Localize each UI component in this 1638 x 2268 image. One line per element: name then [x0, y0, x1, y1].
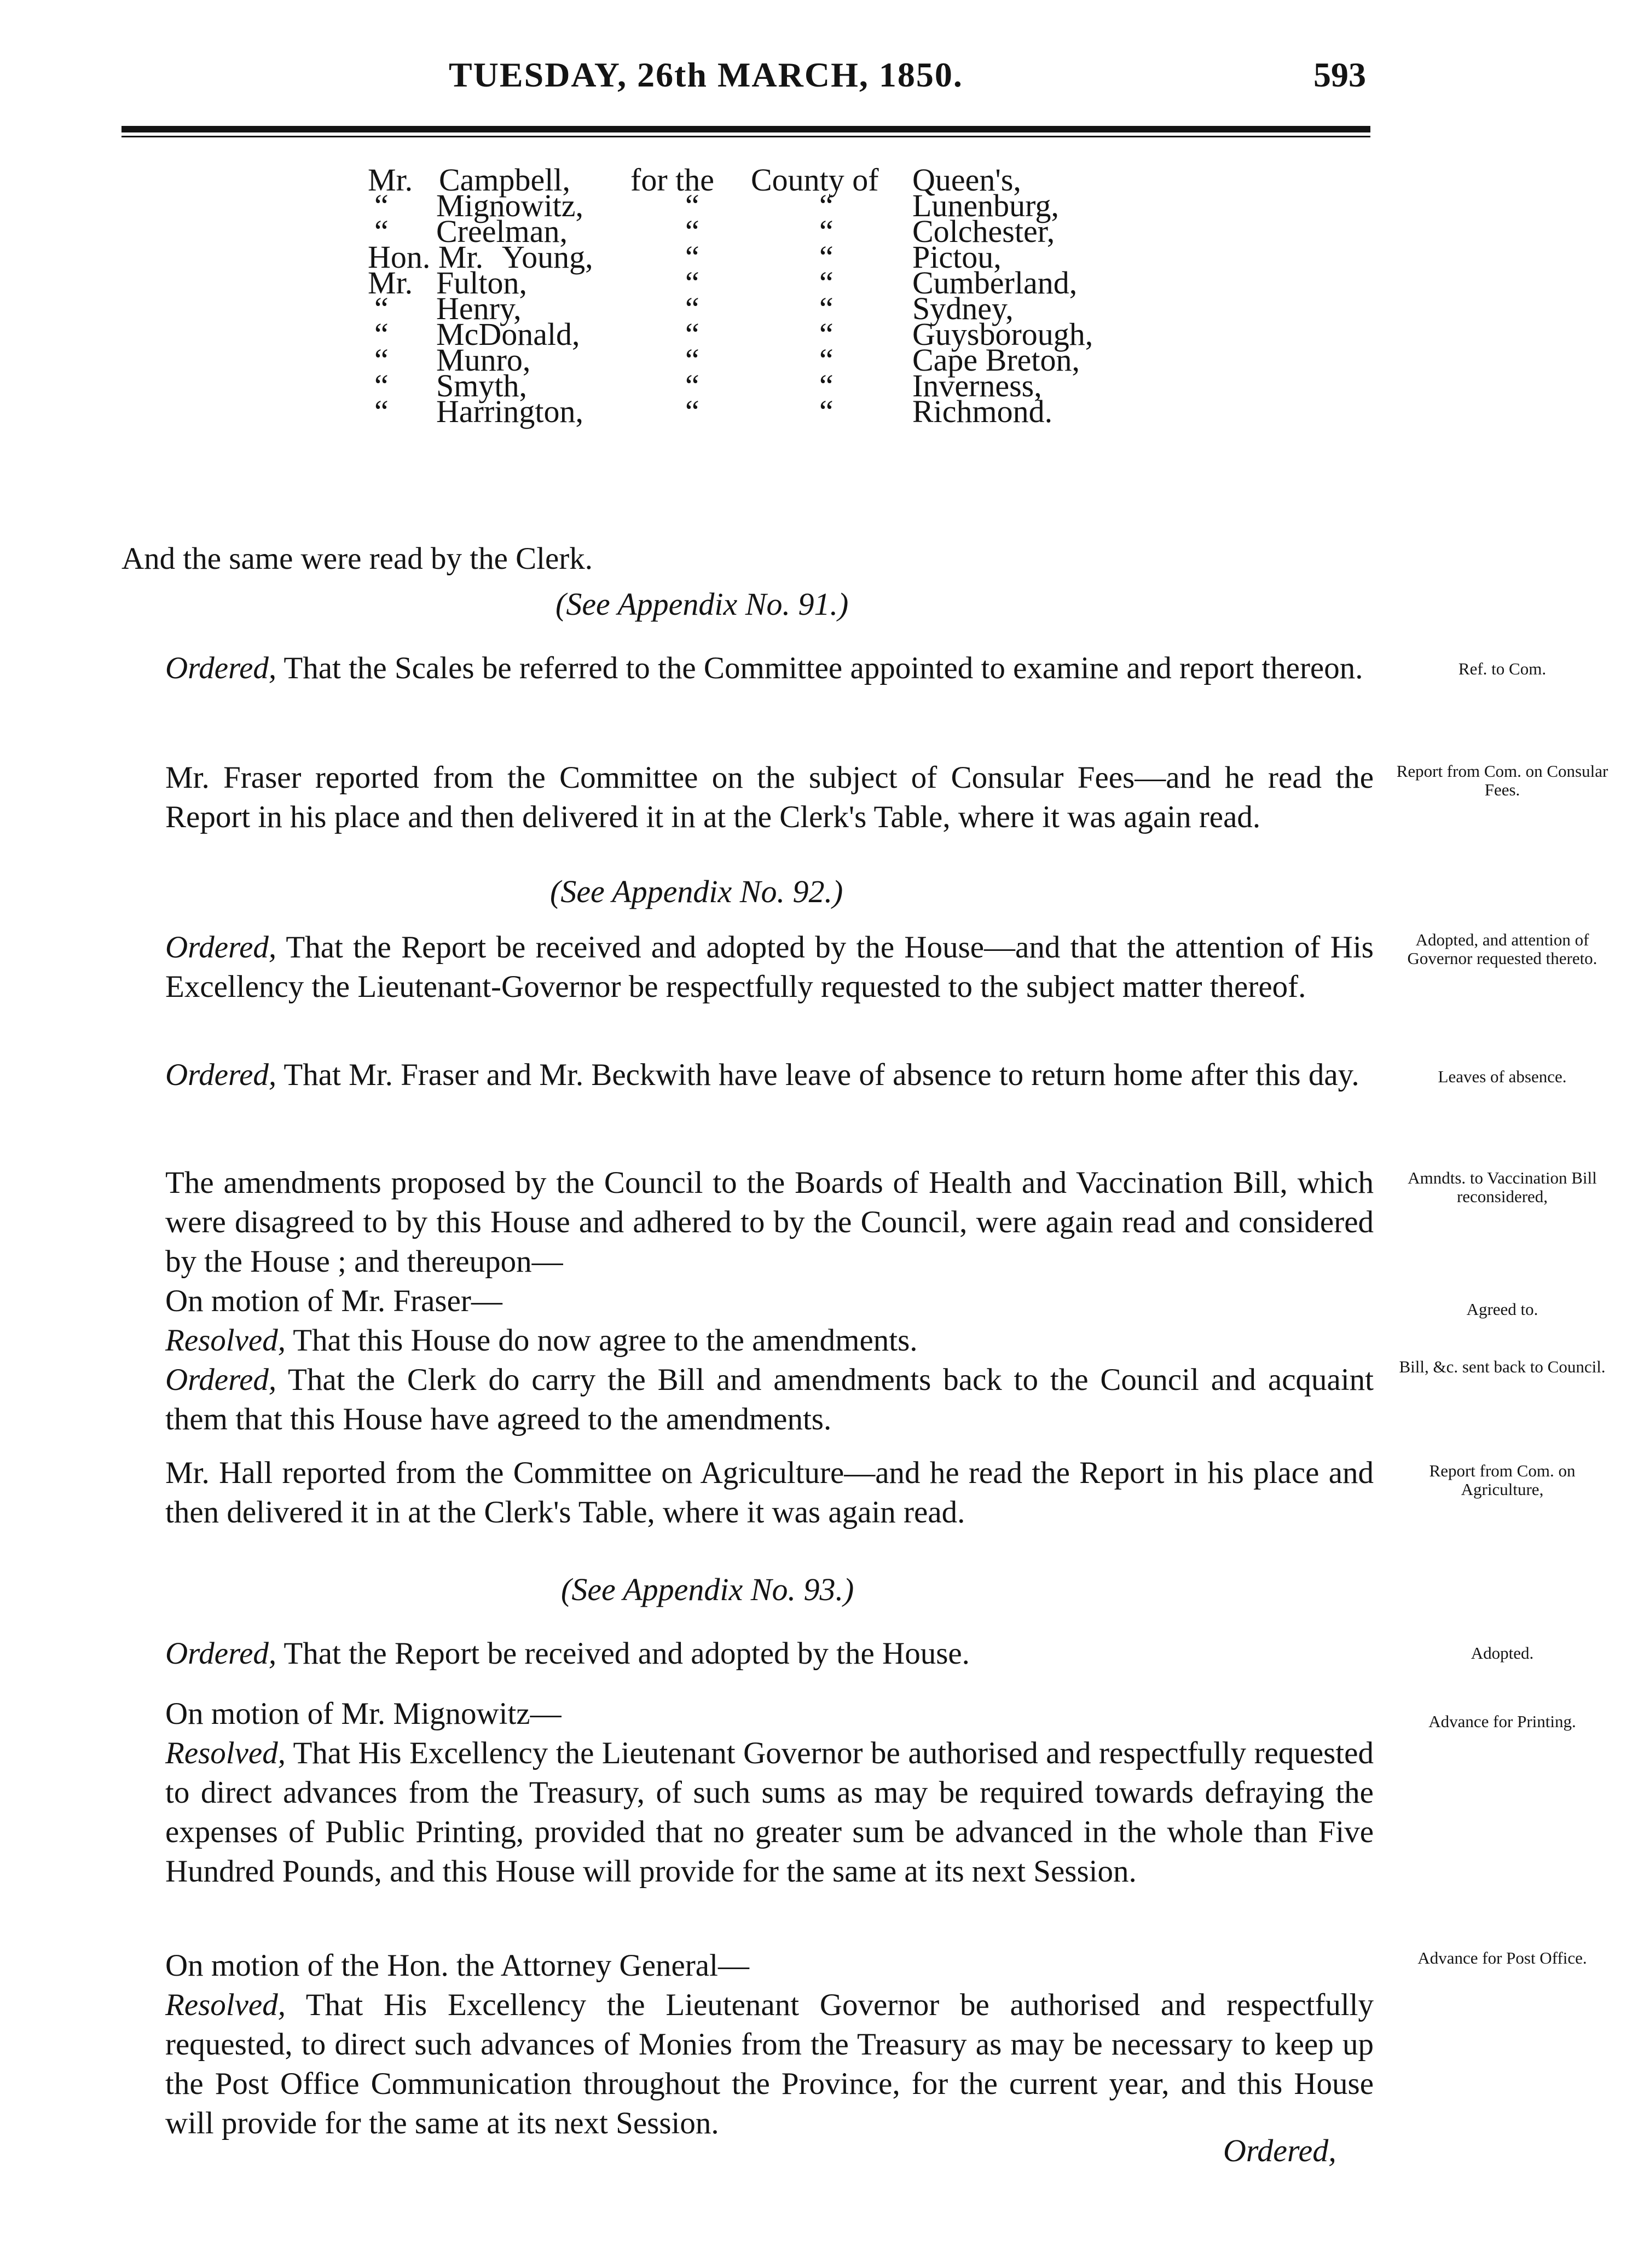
lead-word: Resolved, [165, 1988, 286, 2022]
lead-word: Resolved, [165, 1736, 286, 1770]
members-list [121, 162, 1370, 429]
member-name: Smyth, [436, 368, 527, 403]
member-prefix: “ [374, 188, 389, 223]
paragraph-text: That Mr. Fraser and Mr. Beckwith have leave of absence to return home after this day. [276, 1058, 1359, 1092]
member-name: Creelman, [436, 213, 568, 249]
member-prefix: Mr. [368, 162, 413, 198]
paragraph-text: Mr. Hall reported from the Committee on Agriculture—and he read the Report in his place and then delivered it in at the Clerk's Table, where it was again read. [165, 1456, 1374, 1530]
ditto-mark: “ [685, 239, 699, 275]
ditto-mark: “ [819, 368, 834, 403]
member-place: Queen's, [912, 162, 1021, 198]
member-prefix: “ [374, 394, 389, 429]
member-place: Cape Breton, [912, 342, 1080, 378]
members-note: And the same were read by the Clerk. [121, 541, 593, 576]
page-header [0, 55, 1638, 115]
margin-note: Ref. to Com. [1458, 659, 1547, 678]
margin-note: Adopted, and attention of Governor requested thereto. [1407, 930, 1598, 968]
margin-note: Report from Com. on Agriculture, [1429, 1461, 1576, 1499]
member-place: Cumberland, [912, 265, 1078, 301]
header-rule [121, 126, 1370, 132]
member-place: Guysborough, [912, 316, 1093, 352]
motion-line: On motion of Mr. Mignowitz— [165, 1696, 562, 1731]
ditto-mark: “ [685, 188, 699, 223]
margin-note: Advance for Printing. [1428, 1712, 1576, 1731]
ditto-mark: “ [819, 239, 834, 275]
member-place: Inverness, [912, 368, 1042, 403]
motion-line: On motion of the Hon. the Attorney General— [165, 1948, 749, 1983]
member-name: Young, [502, 239, 593, 275]
appendix-ref-92: (See Appendix No. 92.) [550, 874, 843, 909]
ditto-mark: “ [819, 316, 834, 352]
member-place: Colchester, [912, 213, 1055, 249]
header-rule-thin [121, 136, 1370, 137]
ditto-mark: “ [819, 394, 834, 429]
member-prefix: “ [374, 213, 389, 249]
paragraph-consular [121, 758, 1374, 837]
lead-word: Ordered, [165, 651, 277, 685]
member-row [121, 394, 1370, 429]
paragraph-amendments [121, 1163, 1374, 1439]
member-name: Mignowitz, [436, 188, 584, 223]
paragraph-text: That the Clerk do carry the Bill and amendments back to the Council and acquaint them that this House have agreed to the amendments. [165, 1363, 1374, 1436]
paragraph-scales [121, 649, 1374, 688]
margin-note: Advance for Post Office. [1417, 1948, 1587, 1967]
appendix-ref-93: (See Appendix No. 93.) [561, 1572, 854, 1607]
member-place: Richmond. [912, 394, 1053, 429]
margin-note: Amndts. to Vaccination Bill reconsidered, [1408, 1168, 1597, 1206]
ditto-mark: “ [685, 368, 699, 403]
member-name: Munro, [436, 342, 531, 378]
margin-note: Bill, &c. sent back to Council. [1399, 1357, 1606, 1376]
member-for: for the [630, 162, 714, 198]
ditto-mark: “ [685, 213, 699, 249]
member-row [121, 316, 1370, 352]
member-county-word: County of [751, 162, 879, 198]
member-prefix: “ [374, 316, 389, 352]
member-name: Henry, [436, 291, 522, 326]
margin-note: Leaves of absence. [1438, 1067, 1567, 1086]
member-row [121, 265, 1370, 301]
lead-word: Ordered, [165, 1636, 277, 1671]
member-prefix: “ [374, 291, 389, 326]
member-row [121, 368, 1370, 403]
member-place: Lunenburg, [912, 188, 1059, 223]
paragraph-text: That the Scales be referred to the Committee appointed to examine and report thereon. [276, 651, 1363, 685]
ditto-mark: “ [819, 265, 834, 301]
member-prefix: Hon. Mr. [368, 239, 484, 275]
catchword: Ordered, [1223, 2133, 1336, 2168]
member-prefix: “ [374, 342, 389, 378]
paragraph-text: The amendments proposed by the Council to the Boards of Health and Vaccination Bill, which were disagreed to by this House and adhered to by the Council, were again read and considered by the House ; and thereupon— [165, 1165, 1374, 1279]
ditto-mark: “ [819, 213, 834, 249]
member-name: Harrington, [436, 394, 583, 429]
paragraph-text: That His Excellency the Lieutenant Governor be authorised and respectfully requested, to direct such advances of Monies from the Treasury as may be necessary to keep up the Post Office Communication throughout the Province, for the current year, and this House will provide for the same at its next Session. [165, 1988, 1374, 2140]
paragraph-text: That the Report be received and adopted by the House—and that the attention of His Excellency the Lieutenant-Governor be respectfully requested to the subject matter thereof. [165, 930, 1374, 1004]
paragraph-agriculture [121, 1453, 1374, 1532]
ditto-mark: “ [685, 316, 699, 352]
paragraph-text: That the Report be received and adopted by the House. [276, 1636, 970, 1671]
ditto-mark: “ [685, 265, 699, 301]
paragraph-post-office [121, 1946, 1374, 2143]
member-row [121, 291, 1370, 326]
ditto-mark: “ [685, 394, 699, 429]
paragraph-printing [121, 1694, 1374, 1891]
margin-note: Agreed to. [1466, 1300, 1538, 1319]
ditto-mark: “ [685, 291, 699, 326]
member-row [121, 162, 1370, 198]
lead-word: Ordered, [165, 930, 277, 965]
member-prefix: Mr. [368, 265, 413, 301]
motion-line: On motion of Mr. Fraser— [165, 1284, 502, 1318]
lead-word: Ordered, [165, 1363, 277, 1397]
paragraph-adopted-2 [121, 1634, 1374, 1673]
paragraph-text: Mr. Fraser reported from the Committee on the subject of Consular Fees—and he read the Report in his place and then delivered it in at the Clerk's Table, where it was again read. [165, 760, 1374, 834]
member-row [121, 213, 1370, 249]
paragraph-leave [121, 1055, 1374, 1095]
member-place: Sydney, [912, 291, 1014, 326]
member-prefix: “ [374, 368, 389, 403]
margin-note: Adopted. [1471, 1643, 1534, 1663]
lead-word: Resolved, [165, 1323, 286, 1358]
member-row [121, 188, 1370, 223]
ditto-mark: “ [685, 342, 699, 378]
member-name: Campbell, [439, 162, 571, 198]
member-row [121, 342, 1370, 378]
margin-note: Report from Com. on Consular Fees. [1396, 761, 1608, 799]
member-name: Fulton, [436, 265, 527, 301]
page-number: 593 [1313, 55, 1366, 94]
ditto-mark: “ [819, 342, 834, 378]
paragraph-text: That this House do now agree to the amendments. [285, 1323, 918, 1358]
paragraph-text: That His Excellency the Lieutenant Governor be authorised and respectfully requested to direct advances from the Treasury, of such sums as may be required towards defraying the expenses of Public Printing, provided that no greater sum be advanced in the whole than Five Hundred Pounds, and this House will provide for the same at its next Session. [165, 1736, 1374, 1889]
lead-word: Ordered, [165, 1058, 277, 1092]
header-date: TUESDAY, 26th MARCH, 1850. [449, 55, 963, 94]
member-row [121, 239, 1370, 275]
appendix-ref-91: (See Appendix No. 91.) [555, 586, 849, 622]
member-place: Pictou, [912, 239, 1002, 275]
ditto-mark: “ [819, 188, 834, 223]
ditto-mark: “ [819, 291, 834, 326]
paragraph-adopted [121, 928, 1374, 1007]
member-name: McDonald, [436, 316, 580, 352]
